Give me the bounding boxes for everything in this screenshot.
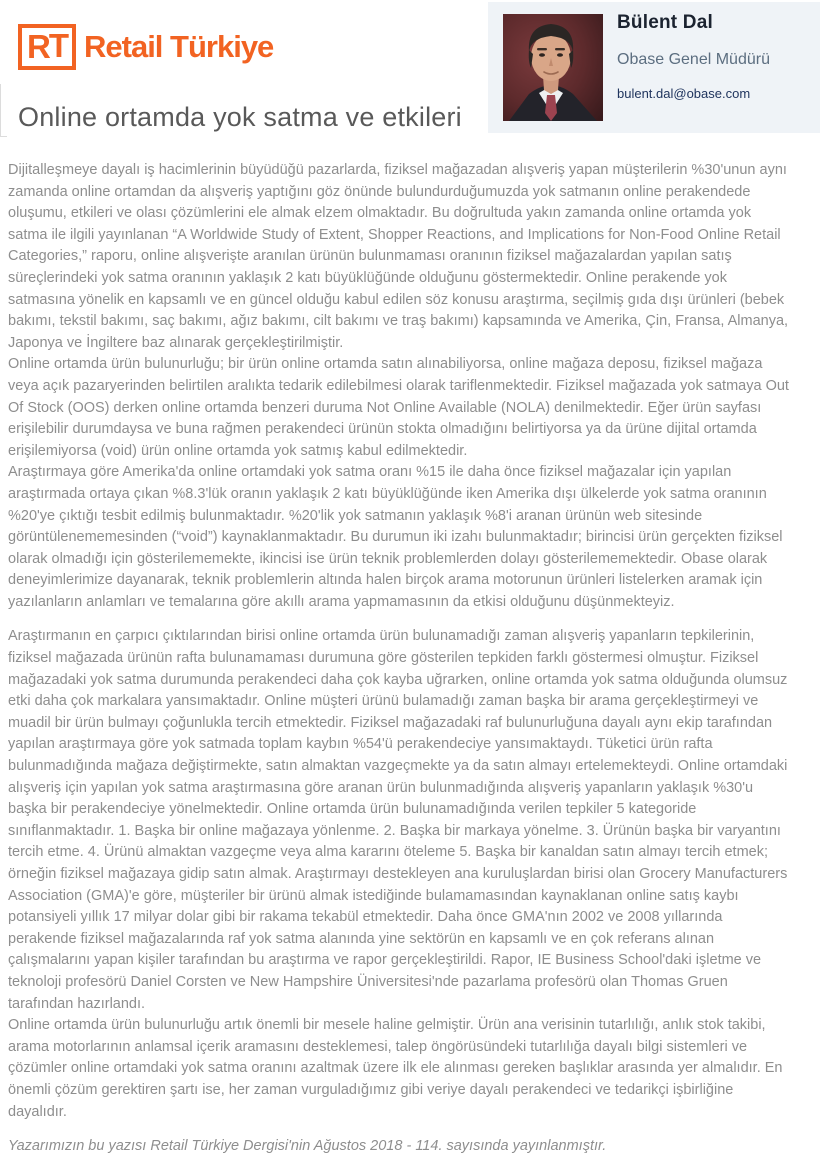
page-title: Online ortamda yok satma ve etkileri bbox=[18, 102, 462, 132]
author-meta bbox=[603, 2, 770, 103]
article-body bbox=[8, 160, 794, 1158]
article-paragraph: Araştırmanın en çarpıcı çıktılarından birisi online ortamda ürün bulunamadığı zaman alışveriş yapanların tepkilerinin, fiziksel mağazada ürünün rafta bulunamaması durumuna göre gösterilen tepkiden farklı göstermesi olmuştur. Fiziksel mağazadaki yok satma durumunda perakendeci daha çok kayba uğrarken, online ortamda yok satma olduğunda olumsuz etki daha çok markalara yansımaktadır. Online müşteri ürünü bulamadığı zaman başka bir arama gerçekleştirmeyi ve muadil bir ürün bulmayı çoğunlukla tercih etmektedir. Fiziksel mağazadaki raf bulunurluğuna dayalı aynı ekip tarafından yapılan araştırmaya göre yok satmada toplam kaybın %54'ü perakendeciye yansımaktaydı. Tüketici ürün rafta bulunmadığında mağaza değiştirmekte, satın almaktan vazgeçmekte ya da satın almayı ertelemekteydi. Online ortamdaki alışveriş için yapılan yok satma araştırmasına göre aranan ürün bulunmadığında alışveriş yapanların yaklaşık %30'u başka bir perakendeciye yönelmektedir. Online ortamda ürün bulunamadığında verilen tepkiler 5 kategoride sınıflanmaktadır. 1. Başka bir online mağazaya yönlenme. 2. Başka bir markaya yönelme. 3. Ürünün başka bir varyantını tercih etme. 4. Ürünü almaktan vazgeçme veya alma kararını öteleme 5. Başka bir kanaldan satın almayı tercih etmek; örneğin fiziksel mağazaya gidip satın almak. Araştırmayı destekleyen ana kuruluşlardan birisi olan Grocery Manufacturers Association (GMA)'e göre, müşteriler bir ürünü almak istediğinde bulamamasından kaynaklanan online satış kaybı potansiyeli yıllık 17 milyar dolar gibi bir rakama tekabül etmektedir. Daha önce GMA'nın 2002 ve 2008 yıllarında perakende fiziksel mağazalarında raf yok satma alanında yine sektörün en kapsamlı ve en çok referans alınan çalışmalarını yapan kişiler tarafından bu araştırma ve rapor gerçekleştirildi. Rapor, IE Business School'daki işletme ve teknoloji profesörü Daniel Corsten ve New Hampshire Üniversitesi'nde pazarlama profesörü olan Thomas Gruen tarafından hazırlandı. bbox=[8, 628, 788, 1012]
article-paragraph: Online ortamda ürün bulunurluğu artık önemli bir mesele haline gelmiştir. Ürün ana verisinin tutarlılığı, anlık stok takibi, arama motorlarının anlamsal içerik aramasını desteklemesi, talep öngörüsündeki tutarlılığa dayalı bilgi sistemleri ve çözümler online ortamdaki yok satma oranını azaltmak üzere ilk ele alınması gereken başlıklar arasında yer almalıdır. En önemli çözüm gerektiren şartı ise, her zaman vurguladığımız gibi veriye dayalı perakendeci ve tedarikçi işbirliğine dayalıdır. bbox=[8, 1017, 783, 1120]
author-role: Obase Genel Müdürü bbox=[617, 51, 770, 68]
article-paragraph: Online ortamda ürün bulunurluğu; bir ürün online ortamda satın alınabiliyorsa, online mağaza deposu, fiziksel mağaza veya açık pazaryerinden belirtilen aralıkta tedarik edilebilmesi olarak tariflenmektedir. Fiziksel mağazada yok satmaya Out Of Stock (OOS) derken online ortamda benzeri duruma Not Online Available (NOLA) denilmektedir. Eğer ürün sayfası erişilebilir durumdaysa ve buna rağmen perakendeci ürünün stokta olmadığını belirtiyorsa ya da ürüne dijital ortamda erişilemiyorsa (void) ürün online ortamda yok satmış kabul edilmektedir. bbox=[8, 356, 789, 459]
logo-letter-r: R bbox=[26, 27, 49, 65]
rt-logo-brand: Retail Türkiye bbox=[84, 29, 274, 64]
author-name: Bülent Dal bbox=[617, 12, 713, 33]
article-footnote: Yazarımızın bu yazısı Retail Türkiye Dergisi'nin Ağustos 2018 - 114. sayısında yayınlanmıştır. bbox=[8, 1138, 607, 1155]
author-email-link[interactable]: bulent.dal@obase.com bbox=[617, 86, 751, 101]
logo-letter-t: T bbox=[48, 26, 67, 64]
rt-logo-monogram bbox=[18, 24, 76, 70]
article-paragraph: Araştırmaya göre Amerika'da online ortamdaki yok satma oranı %15 ile daha önce fiziksel mağazalar için yapılan araştırmada ortaya çıkan %8.3'lük oranın yaklaşık 2 katı büyüklüğünde iken Amerika dışı ülkelerde yok satma oranının %20'ye çıktığı tesbit edilmiş bulunmaktadır. %20'lik yok satmanın yaklaşık %8'i aranan ürünün web sitesinde görüntülenememesinden (“void”) kaynaklanmaktadır. Bu durumun iki izahı bulunmaktadır; birincisi ürün gerçekten fiziksel olarak olmadığı için gösterilememekte, ikincisi ise ürün teknik problemlerden dolayı gösterilememektedir. Obase olarak deneyimlerimize dayanarak, teknik problemlerin altında halen birçok arama motorunun ürünleri listelerken aramak için yazılanların anlamları ve temalarına göre akıllı arama yapmamasının da etkisi olduğunu düşünmekteyiz. bbox=[8, 464, 783, 610]
author-card bbox=[488, 2, 820, 133]
article-paragraph: Dijitalleşmeye dayalı iş hacimlerinin büyüdüğü pazarlarda, fiziksel mağazadan alışveriş yapan müşterilerin %30'unun aynı zamanda online ortamdan da alışveriş yaptığını göz önünde bulundurduğumuzda yok satmanın online perakendede oluşumu, etkileri ve olası çözümlerini ele almak elzem olmaktadır. Bu doğrultuda yakın zamanda online ortamda yok satma ile ilgili yayınlanan “A Worldwide Study of Extent, Shopper Reactions, and Implications for Non-Food Online Retail Categories,” raporu, online alışverişte aranılan ürünün bulunmaması oranının fiziksel mağazalardan yapılan satış süreçlerindeki yok satma oranının yaklaşık 2 katı büyüklüğünde olduğunu göstermektedir. Online perakende yok satmasına yönelik en kapsamlı ve en güncel olduğu kabul edilen söz konusu araştırma, seçilmiş gıda dışı ürünleri (bebek bakımı, tekstil bakımı, saç bakımı, ağız bakımı, cilt bakımı ve traş bakımı) kapsamında ve Amerika, Çin, Fransa, Almanya, Japonya ve İngiltere baz alınarak gerçekleştirilmiştir. bbox=[8, 162, 789, 351]
author-photo bbox=[503, 14, 603, 121]
rt-logo[interactable] bbox=[18, 24, 273, 70]
content-frame-edge bbox=[0, 84, 7, 137]
